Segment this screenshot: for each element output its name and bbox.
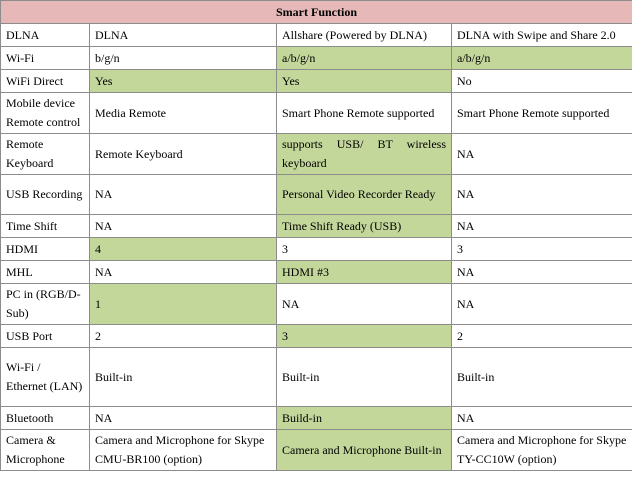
table-title-row [1, 1, 632, 24]
row-value-col3: NA [452, 134, 632, 175]
row-value-col1: Yes [90, 70, 277, 93]
row-value-col2: supports USB/ BT wireless keyboard [277, 134, 452, 175]
table-row [1, 175, 632, 215]
table-row [1, 261, 632, 284]
row-value-col3: No [452, 70, 632, 93]
table-row [1, 348, 632, 407]
row-value-col3: a/b/g/n [452, 47, 632, 70]
table-row [1, 325, 632, 348]
table-row [1, 93, 632, 134]
row-value-col3: NA [452, 215, 632, 238]
row-label: Bluetooth [1, 407, 90, 430]
row-value-col3: DLNA with Swipe and Share 2.0 [452, 24, 632, 47]
row-value-col2: 3 [277, 325, 452, 348]
row-value-col2: Yes [277, 70, 452, 93]
table-row [1, 134, 632, 175]
row-value-col1: 4 [90, 238, 277, 261]
table-row [1, 70, 632, 93]
row-label: Time Shift [1, 215, 90, 238]
row-value-col3: NA [452, 407, 632, 430]
row-label: Wi-Fi [1, 47, 90, 70]
row-value-col2: Time Shift Ready (USB) [277, 215, 452, 238]
row-value-col2: 3 [277, 238, 452, 261]
row-value-col2: Build-in [277, 407, 452, 430]
row-label: WiFi Direct [1, 70, 90, 93]
row-value-col3: 3 [452, 238, 632, 261]
row-value-col3: Built-in [452, 348, 632, 407]
table-row [1, 24, 632, 47]
row-label: Camera & Microphone [1, 430, 90, 471]
row-value-col1: Built-in [90, 348, 277, 407]
row-label: Wi-Fi / Ethernet (LAN) [1, 348, 90, 407]
row-value-col1: Media Remote [90, 93, 277, 134]
table-row [1, 430, 632, 471]
row-value-col3: NA [452, 284, 632, 325]
row-value-col1: b/g/n [90, 47, 277, 70]
row-label: MHL [1, 261, 90, 284]
row-value-col1: DLNA [90, 24, 277, 47]
row-value-col3: NA [452, 261, 632, 284]
row-label: USB Port [1, 325, 90, 348]
row-value-col1: NA [90, 261, 277, 284]
row-value-col2: Built-in [277, 348, 452, 407]
row-value-col2: Smart Phone Remote supported [277, 93, 452, 134]
row-value-col3: 2 [452, 325, 632, 348]
row-label: DLNA [1, 24, 90, 47]
table-row [1, 47, 632, 70]
row-value-col1: Remote Keyboard [90, 134, 277, 175]
row-value-col3: Camera and Microphone for Skype TY-CC10W (option) [452, 430, 632, 471]
row-value-col1: NA [90, 215, 277, 238]
row-value-col2: Camera and Microphone Built-in [277, 430, 452, 471]
row-label: Mobile device Remote control [1, 93, 90, 134]
row-value-col2: Allshare (Powered by DLNA) [277, 24, 452, 47]
row-value-col2: HDMI #3 [277, 261, 452, 284]
row-value-col1: NA [90, 175, 277, 215]
row-value-col2: Personal Video Recorder Ready [277, 175, 452, 215]
table-row [1, 407, 632, 430]
table-row [1, 238, 632, 261]
row-label: HDMI [1, 238, 90, 261]
row-label: PC in (RGB/D-Sub) [1, 284, 90, 325]
row-value-col1: NA [90, 407, 277, 430]
row-label: Remote Keyboard [1, 134, 90, 175]
table-row [1, 284, 632, 325]
row-value-col3: Smart Phone Remote supported [452, 93, 632, 134]
row-value-col1: Camera and Microphone for Skype CMU-BR100 (option) [90, 430, 277, 471]
row-value-col2: NA [277, 284, 452, 325]
row-value-col3: NA [452, 175, 632, 215]
row-label: USB Recording [1, 175, 90, 215]
row-value-col1: 2 [90, 325, 277, 348]
row-value-col2: a/b/g/n [277, 47, 452, 70]
row-value-col1: 1 [90, 284, 277, 325]
table-title: Smart Function [1, 1, 632, 24]
table-row [1, 215, 632, 238]
